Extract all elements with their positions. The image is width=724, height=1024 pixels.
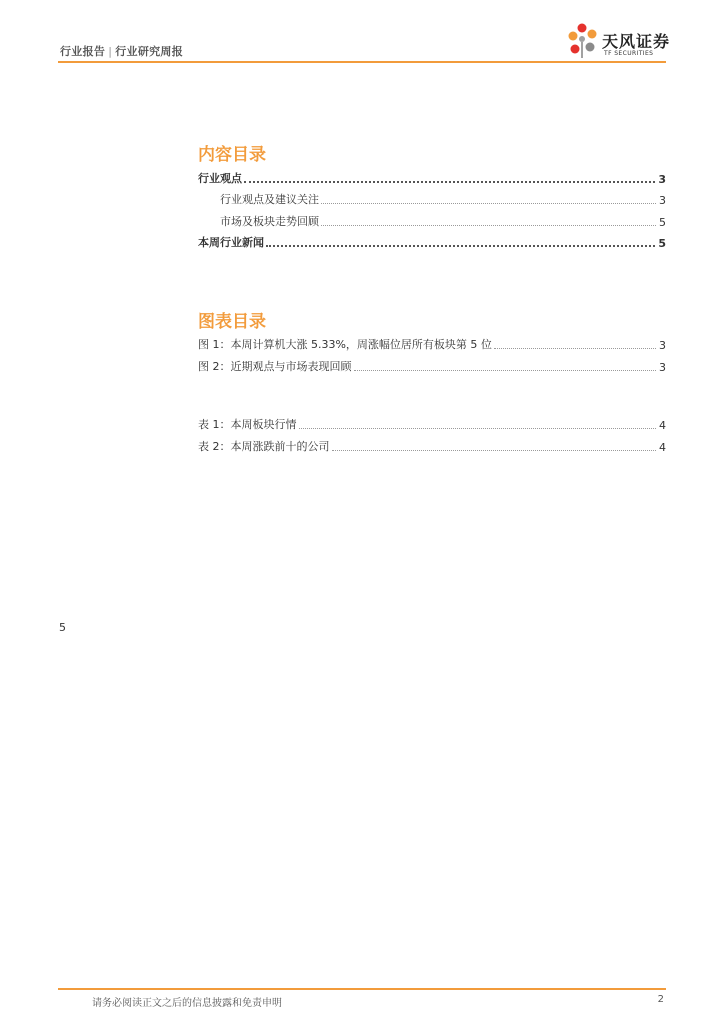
flower-logo-icon bbox=[566, 22, 600, 60]
header-report-type: 行业研究周报 bbox=[115, 45, 184, 58]
toc-item-page: 5 bbox=[659, 216, 666, 229]
toc-item-page: 3 bbox=[659, 194, 666, 207]
dot-leader bbox=[266, 245, 655, 247]
footer-page-number: 2 bbox=[657, 994, 664, 1005]
figure-item-label: 图 1：本周计算机大涨 5.33%，周涨幅位居所有板块第 5 位 bbox=[198, 338, 492, 351]
header-separator: | bbox=[108, 45, 113, 58]
header-category: 行业报告 bbox=[60, 45, 106, 58]
table-item-label: 表 2：本周涨跌前十的公司 bbox=[198, 440, 330, 453]
toc-item-page: 5 bbox=[658, 237, 666, 250]
company-logo bbox=[566, 22, 676, 62]
toc-item-label: 行业观点 bbox=[198, 172, 242, 185]
figures-title: 图表目录 bbox=[198, 312, 266, 332]
toc-item[interactable] bbox=[220, 191, 666, 207]
table-item-page: 4 bbox=[659, 419, 666, 432]
table-item-label: 表 1：本周板块行情 bbox=[198, 418, 297, 431]
figure-item[interactable] bbox=[198, 358, 666, 374]
report-header bbox=[60, 43, 183, 59]
toc-title: 内容目录 bbox=[198, 145, 266, 165]
toc-item-page: 3 bbox=[658, 173, 666, 186]
footer-divider bbox=[58, 988, 666, 990]
dot-leader bbox=[354, 370, 657, 371]
dot-leader bbox=[321, 225, 656, 226]
logo-name-en: TF SECURITIES bbox=[604, 50, 654, 57]
dot-leader bbox=[299, 428, 657, 429]
toc-item[interactable] bbox=[220, 213, 666, 229]
toc-item-label: 市场及板块走势回顾 bbox=[220, 215, 319, 228]
table-item-page: 4 bbox=[659, 441, 666, 454]
figure-item-label: 图 2：近期观点与市场表现回顾 bbox=[198, 360, 352, 373]
table-item[interactable] bbox=[198, 438, 666, 454]
footer-disclaimer: 请务必阅读正文之后的信息披露和免责申明 bbox=[92, 998, 282, 1009]
header-divider bbox=[58, 61, 666, 63]
dot-leader bbox=[244, 181, 655, 183]
figure-item-page: 3 bbox=[659, 339, 666, 352]
dot-leader bbox=[321, 203, 656, 204]
logo-name-cn: 天风证券 bbox=[602, 32, 671, 51]
table-item[interactable] bbox=[198, 416, 666, 432]
toc-item[interactable] bbox=[198, 234, 666, 250]
stray-page-number: 5 bbox=[59, 621, 66, 634]
figure-item-page: 3 bbox=[659, 361, 666, 374]
dot-leader bbox=[494, 348, 656, 349]
toc-item-label: 行业观点及建议关注 bbox=[220, 193, 319, 206]
toc-item[interactable] bbox=[198, 170, 666, 186]
toc-item-label: 本周行业新闻 bbox=[198, 236, 264, 249]
figure-item[interactable] bbox=[198, 336, 666, 352]
dot-leader bbox=[332, 450, 657, 451]
